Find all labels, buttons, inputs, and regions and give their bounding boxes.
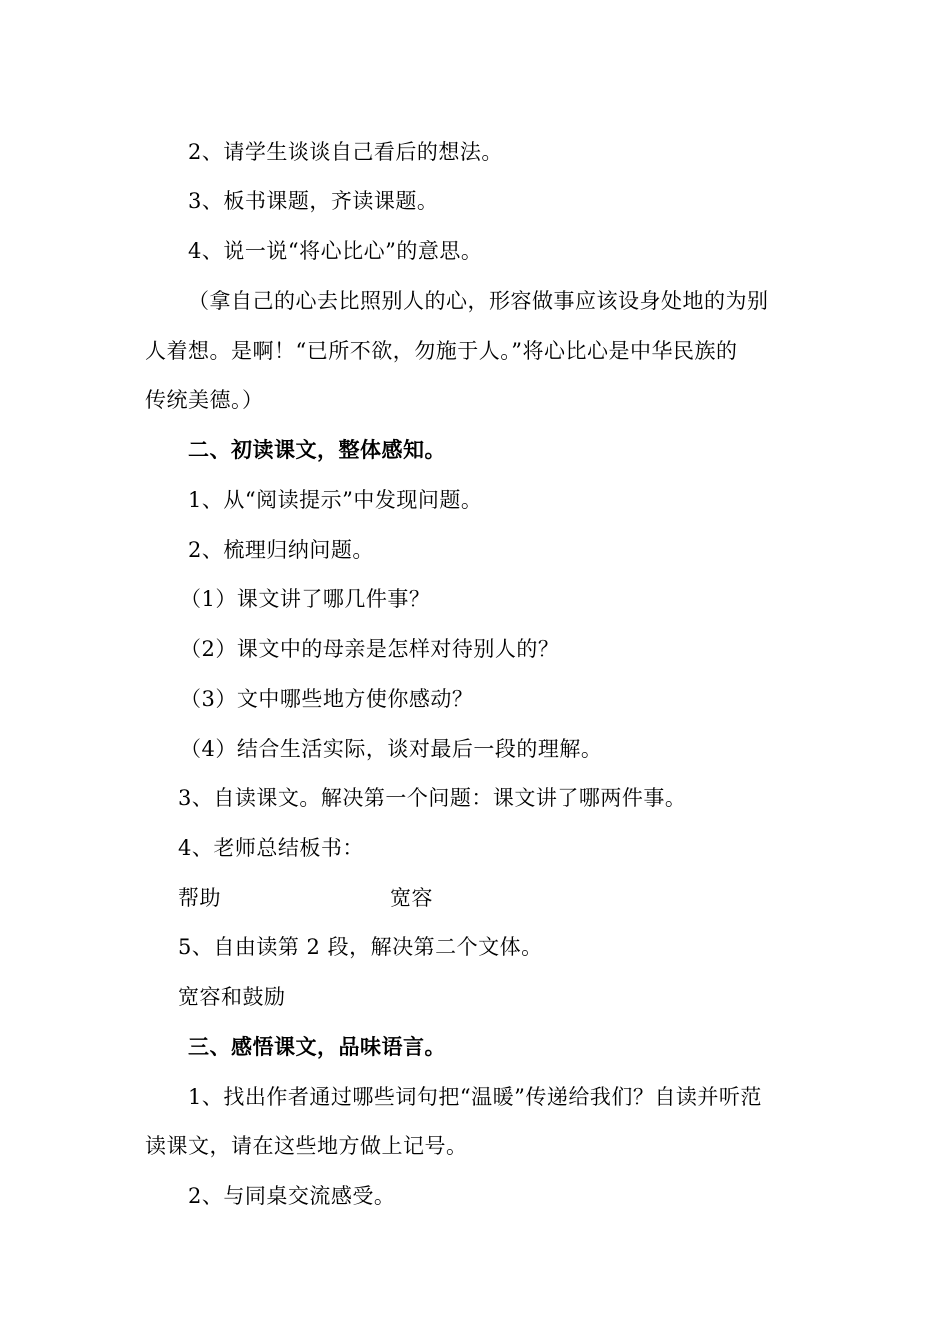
section3-step-1-line-1: 1、找出作者通过哪些词句把“温暖”传递给我们？自读并听范 xyxy=(188,1085,762,1109)
section2-step-2: 2、梳理归纳问题。 xyxy=(188,538,374,562)
section-heading-3: 三、感悟课文，品味语言。 xyxy=(188,1034,446,1059)
section2-step-3: 3、自读课文。解决第一个问题：课文讲了哪两件事。 xyxy=(178,786,687,810)
step-3-line: 3、板书课题，齐读课题。 xyxy=(188,189,439,213)
question-4: （4）结合生活实际，谈对最后一段的理解。 xyxy=(180,737,603,761)
explanation-line-2: 人着想。是啊！“已所不欲，勿施于人。”将心比心是中华民族的 xyxy=(145,339,738,363)
board-word-tolerance: 宽容 xyxy=(390,886,433,910)
section3-step-1-line-2: 读课文，请在这些地方做上记号。 xyxy=(145,1134,468,1158)
question-2: （2）课文中的母亲是怎样对待别人的？ xyxy=(180,637,560,661)
step-4-line: 4、说一说“将心比心”的意思。 xyxy=(188,239,483,263)
board-word-encourage: 宽容和鼓励 xyxy=(178,985,286,1009)
explanation-line-3: 传统美德。） xyxy=(145,388,264,412)
section3-step-2: 2、与同桌交流感受。 xyxy=(188,1184,396,1208)
section-heading-2: 二、初读课文，整体感知。 xyxy=(188,437,446,462)
question-1: （1）课文讲了哪几件事？ xyxy=(180,587,431,611)
section2-step-5: 5、自由读第 2 段，解决第二个文体。 xyxy=(178,935,543,959)
step-2-line: 2、请学生谈谈自己看后的想法。 xyxy=(188,140,503,164)
explanation-line-1: （拿自己的心去比照别人的心，形容做事应该设身处地的为别 xyxy=(188,289,769,313)
section2-step-1: 1、从“阅读提示”中发现问题。 xyxy=(188,488,483,512)
section2-step-4: 4、老师总结板书： xyxy=(178,836,364,860)
board-word-help: 帮助 xyxy=(178,886,221,910)
question-3: （3）文中哪些地方使你感动？ xyxy=(180,687,474,711)
